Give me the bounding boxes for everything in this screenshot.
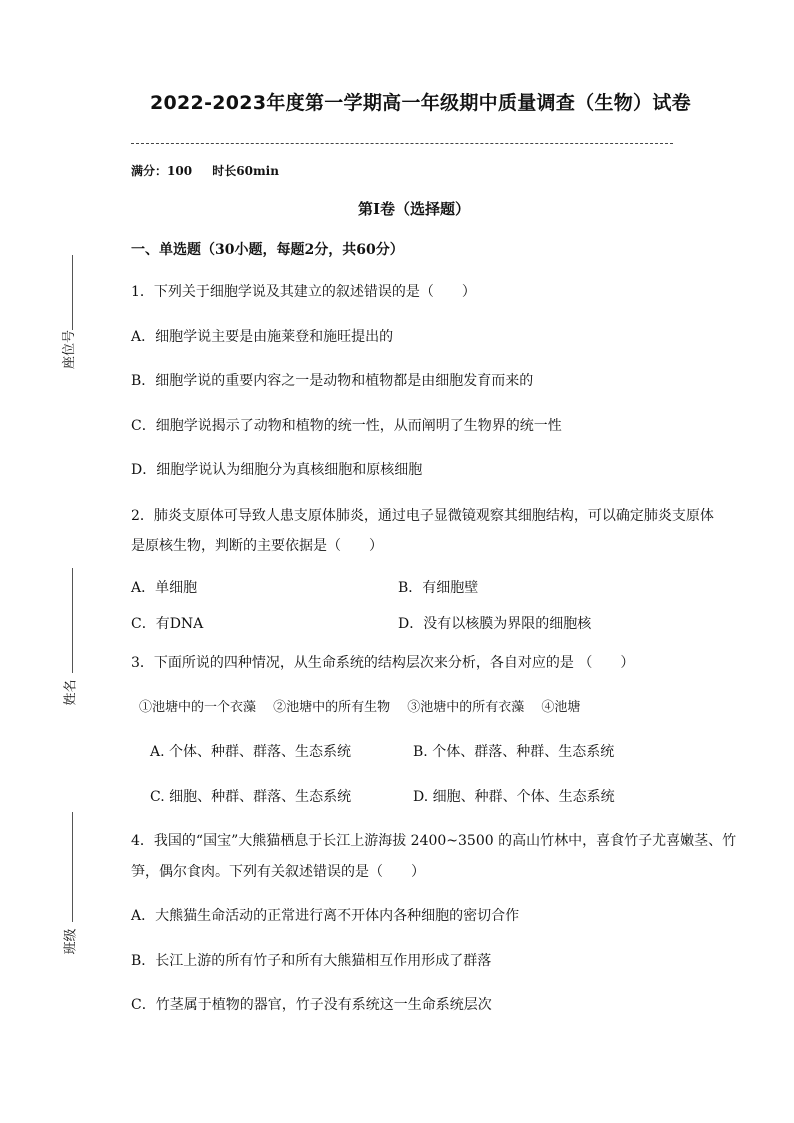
question-2-stem-line1: 2．肺炎支原体可导致人患支原体肺炎，通过电子显微镜观察其细胞结构，可以确定肺炎支原体 [131, 508, 714, 524]
question-4-stem-line1: 4．我国的“国宝”大熊猫栖息于长江上游海拔 2400~3500 的高山竹林中，喜食竹子尤喜嫩茎、竹 [131, 833, 737, 849]
question-3-items: ①池塘中的一个衣藻 ②池塘中的所有生物 ③池塘中的所有衣藻 ④池塘 [139, 700, 581, 715]
part-heading: 一、单选题（30小题，每题2分，共60分） [131, 242, 404, 258]
seat-number-label: 座位号 [62, 329, 78, 370]
question-3-option-b: B. 个体、群落、种群、生态系统 [413, 744, 615, 760]
name-label: 姓名 [63, 679, 79, 706]
title-divider [131, 143, 673, 144]
question-1-option-a: A．细胞学说主要是由施莱登和施旺提出的 [131, 329, 394, 345]
exam-meta [131, 162, 295, 179]
question-4-option-b: B．长江上游的所有竹子和所有大熊猫相互作用形成了群落 [131, 953, 492, 969]
question-2-option-c: C．有DNA [131, 616, 204, 632]
question-3-stem: 3．下面所说的四种情况，从生命系统的结构层次来分析，各自对应的是 （ ） [131, 655, 635, 671]
full-score: 满分：100 [131, 164, 193, 178]
exam-title: 2022-2023年度第一学期高一年级期中质量调查（生物）试卷 [150, 92, 691, 114]
question-1-option-b: B．细胞学说的重要内容之一是动物和植物都是由细胞发育而来的 [131, 373, 534, 389]
question-3-option-a: A. 个体、种群、群落、生态系统 [150, 744, 352, 760]
question-2-stem-line2: 是原核生物，判断的主要依据是（ ） [131, 538, 383, 554]
question-2-option-a: A．单细胞 [131, 580, 198, 596]
name-line[interactable] [72, 568, 73, 673]
section-title: 第Ⅰ卷（选择题） [358, 200, 471, 218]
seat-number-line[interactable] [72, 255, 73, 330]
question-3-option-c: C. 细胞、种群、群落、生态系统 [150, 789, 352, 805]
question-3-option-d: D. 细胞、种群、个体、生态系统 [413, 789, 615, 805]
question-1-option-d: D．细胞学说认为细胞分为真核细胞和原核细胞 [131, 462, 423, 478]
duration: 时长60min [212, 164, 279, 178]
question-1-stem: 1．下列关于细胞学说及其建立的叙述错误的是（ ） [131, 284, 476, 300]
question-4-option-c: C．竹茎属于植物的器官，竹子没有系统这一生命系统层次 [131, 997, 492, 1013]
class-line[interactable] [72, 812, 73, 922]
class-label: 班级 [63, 928, 79, 955]
question-2-option-b: B．有细胞壁 [398, 580, 479, 596]
question-4-stem-line2: 笋，偶尔食肉。下列有关叙述错误的是（ ） [131, 864, 425, 880]
question-4-option-a: A．大熊猫生命活动的正常进行离不开体内各种细胞的密切合作 [131, 908, 520, 924]
question-1-option-c: C．细胞学说揭示了动物和植物的统一性，从而阐明了生物界的统一性 [131, 418, 562, 434]
question-2-option-d: D．没有以核膜为界限的细胞核 [398, 616, 592, 632]
